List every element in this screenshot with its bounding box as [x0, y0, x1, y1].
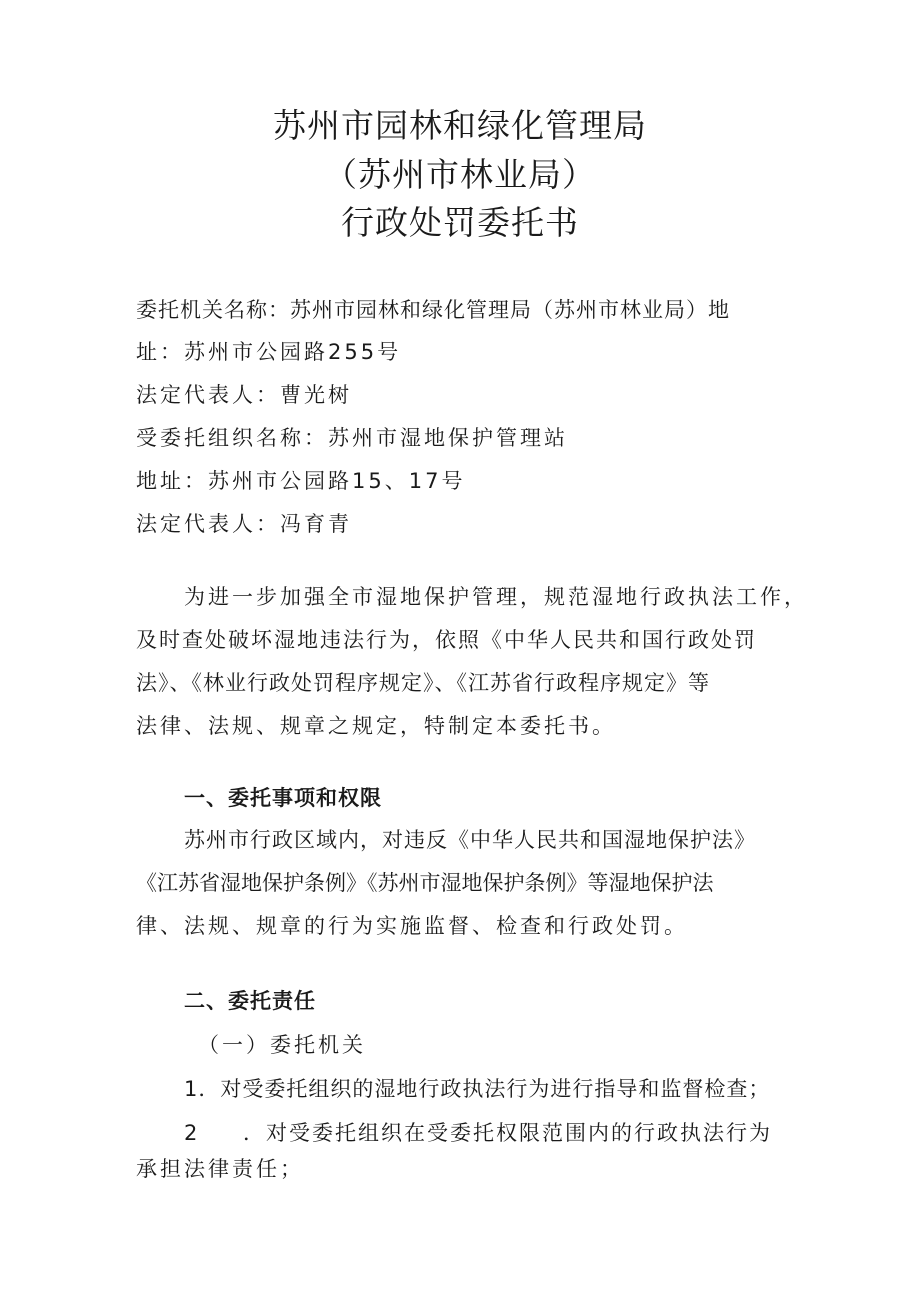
- section-1-line-2: 《江苏省湿地保护条例》《苏州市湿地保护条例》等湿地保护法: [136, 871, 714, 895]
- entrusted-representative-line: 法定代表人：冯育青: [136, 512, 352, 536]
- entrusting-representative-line: 法定代表人：曹光树: [136, 383, 352, 407]
- document-title-line-3: 行政处罚委托书: [341, 203, 579, 242]
- entrusting-address-line: 址：苏州市公园路255号: [136, 340, 402, 364]
- preamble-line-3: 法》、《林业行政处罚程序规定》、《江苏省行政程序规定》等: [136, 671, 710, 695]
- preamble-line-2: 及时查处破坏湿地违法行为，依照《中华人民共和国行政处罚: [136, 628, 757, 652]
- section-1-heading: 一、委托事项和权限: [184, 786, 382, 810]
- section-2-item-2-number: 2: [184, 1121, 201, 1145]
- preamble-line-1: 为进一步加强全市湿地保护管理，规范湿地行政执法工作，: [184, 585, 808, 609]
- section-2-item-2-continuation: 承担法律责任；: [136, 1157, 304, 1181]
- section-2-heading: 二、委托责任: [184, 989, 316, 1013]
- section-2-item-1: 1．对受委托组织的湿地行政执法行为进行指导和监督检查；: [184, 1077, 771, 1101]
- entrusted-org-line: 受委托组织名称：苏州市湿地保护管理站: [136, 426, 568, 450]
- entrusted-address-line: 地址：苏州市公园路15、17号: [136, 469, 466, 493]
- entrusting-party-line: 委托机关名称：苏州市园林和绿化管理局（苏州市林业局）地: [136, 298, 730, 322]
- document-title-line-1: 苏州市园林和绿化管理局: [273, 106, 647, 145]
- document-title-line-2: （苏州市林业局）: [324, 155, 596, 194]
- section-2-subheading: （一）委托机关: [198, 1033, 366, 1057]
- preamble-line-4: 法律、法规、规章之规定，特制定本委托书。: [136, 714, 616, 738]
- section-1-line-3: 律、法规、规章的行为实施监督、检查和行政处罚。: [136, 914, 688, 938]
- section-2-item-2-text: ．对受委托组织在受委托权限范围内的行政执法行为: [243, 1121, 772, 1145]
- section-1-line-1: 苏州市行政区域内，对违反《中华人民共和国湿地保护法》: [184, 828, 756, 852]
